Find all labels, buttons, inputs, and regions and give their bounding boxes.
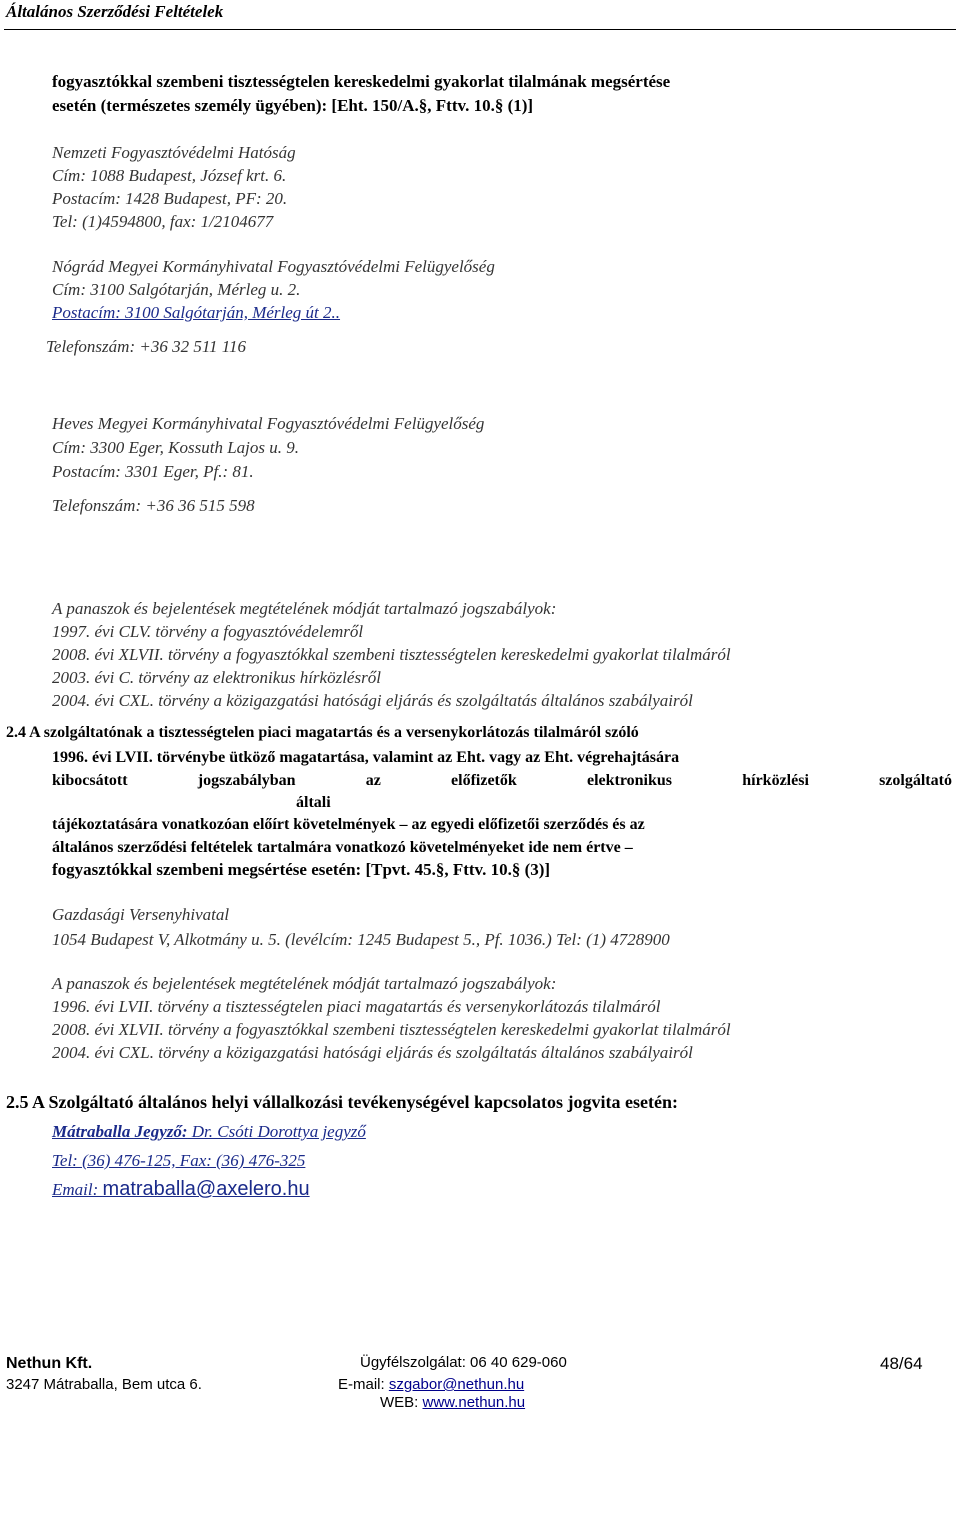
laws2-item: 2004. évi CXL. törvény a közigazgatási hatósági eljárás és szolgáltatás általános szabályairól — [52, 1043, 693, 1062]
nfh-phone: Tel: (1)4594800, fax: 1/2104677 — [52, 212, 274, 231]
section24-word: jogszabályban — [197, 772, 296, 789]
footer-web-link[interactable]: www.nethun.hu — [422, 1394, 526, 1411]
nfh-address: Cím: 1088 Budapest, József krt. 6. — [52, 166, 287, 185]
section24-line6: általános szerződési feltételek tartalmára vonatkozó követelményeket ide nem értve – — [52, 839, 633, 856]
section24-line5: tájékoztatására vonatkozóan előírt követelmények – az egyedi előfizetői szerződés és az — [52, 816, 645, 833]
office-link[interactable] — [52, 1122, 366, 1142]
nograd-address: Cím: 3100 Salgótarján, Mérleg u. 2. — [52, 280, 301, 299]
laws1-item: 2004. évi CXL. törvény a közigazgatási hatósági eljárás és szolgáltatás általános szabályairól — [52, 691, 693, 710]
header-divider — [4, 29, 956, 30]
nograd-postal-link[interactable]: Postacím: 3100 Salgótarján, Mérleg út 2.. — [52, 303, 341, 322]
nograd-name: Nógrád Megyei Kormányhivatal Fogyasztóvédelmi Felügyelőség — [52, 257, 495, 276]
section24-word: előfizetők — [451, 772, 517, 789]
section24-line4: általi — [296, 794, 331, 811]
laws1-item: 1997. évi CLV. törvény a fogyasztóvédelemről — [52, 622, 364, 641]
email-address: matraballa@axelero.hu — [102, 1178, 310, 1200]
nograd-phone: Telefonszám: +36 32 511 116 — [46, 337, 247, 356]
footer-address: 3247 Mátraballa, Bem utca 6. — [6, 1376, 202, 1393]
nfh-postal: Postacím: 1428 Budapest, PF: 20. — [52, 189, 288, 208]
section1-line1: fogyasztókkal szembeni tisztességtelen kereskedelmi gyakorlat tilalmának megsértése — [52, 72, 671, 91]
section24-word: szolgáltató — [879, 772, 952, 789]
gvh-address: 1054 Budapest V, Alkotmány u. 5. (levélcím: 1245 Budapest 5., Pf. 1036.) Tel: (1) 4728900 — [52, 930, 670, 949]
section25-heading: 2.5 A Szolgáltató általános helyi vállalkozási tevékenységével kapcsolatos jogvita esetén: — [6, 1092, 678, 1112]
gvh-name: Gazdasági Versenyhivatal — [52, 905, 230, 924]
section24-line2: 1996. évi LVII. törvénybe ütköző magatartása, valamint az Eht. vagy az Eht. végrehajtására — [52, 749, 680, 766]
laws1-heading: A panaszok és bejelentések megtételének módját tartalmazó jogszabályok: — [52, 599, 557, 618]
office-email-link[interactable] — [52, 1178, 310, 1201]
footer-web[interactable] — [380, 1394, 525, 1411]
heves-address: Cím: 3300 Eger, Kossuth Lajos u. 9. — [52, 438, 299, 457]
section24-line1: 2.4 A szolgáltatónak a tisztességtelen piaci magatartás és a versenykorlátozás tilalmáról szóló — [6, 724, 639, 741]
section24-line3 — [52, 772, 952, 790]
footer-email-link[interactable]: szgabor@nethun.hu — [388, 1376, 525, 1393]
office-person: Dr. Csóti Dorottya jegyző — [187, 1122, 366, 1141]
heves-phone: Telefonszám: +36 36 515 598 — [52, 496, 255, 515]
email-label: Email: — [52, 1180, 103, 1199]
heves-postal: Postacím: 3301 Eger, Pf.: 81. — [52, 462, 254, 481]
footer-service: Ügyfélszolgálat: 06 40 629-060 — [360, 1354, 567, 1371]
section24-line7: fogyasztókkal szembeni megsértése esetén: [Tpvt. 45.§, Fttv. 10.§ (3)] — [52, 860, 551, 879]
section24-word: az — [365, 772, 381, 789]
section24-word: kibocsátott — [52, 772, 128, 789]
section24-word: hírközlési — [742, 772, 809, 789]
page-header-title: Általános Szerződési Feltételek — [6, 2, 224, 21]
office-phone-link[interactable]: Tel: (36) 476-125, Fax: (36) 476-325 — [52, 1151, 306, 1170]
section24-word: elektronikus — [586, 772, 673, 789]
footer-email[interactable] — [338, 1376, 524, 1393]
section1-line2: esetén (természetes személy ügyében): [Eht. 150/A.§, Fttv. 10.§ (1)] — [52, 96, 534, 115]
footer-web-label: WEB: — [380, 1394, 423, 1411]
laws2-item: 2008. évi XLVII. törvény a fogyasztókkal szembeni tisztességtelen kereskedelmi gyakorlat tilalmáról — [52, 1020, 731, 1039]
footer-page-number: 48/64 — [880, 1354, 923, 1373]
laws2-item: 1996. évi LVII. törvény a tisztességtelen piaci magatartás és versenykorlátozás tilalmáról — [52, 997, 661, 1016]
footer-company: Nethun Kft. — [6, 1355, 93, 1372]
laws1-item: 2003. évi C. törvény az elektronikus hírközlésről — [52, 668, 381, 687]
office-title: Mátraballa Jegyző: — [52, 1122, 188, 1141]
footer-email-label: E-mail: — [338, 1376, 389, 1393]
laws2-heading: A panaszok és bejelentések megtételének módját tartalmazó jogszabályok: — [52, 974, 557, 993]
heves-name: Heves Megyei Kormányhivatal Fogyasztóvédelmi Felügyelőség — [52, 414, 485, 433]
nfh-name: Nemzeti Fogyasztóvédelmi Hatóság — [52, 143, 296, 162]
laws1-item: 2008. évi XLVII. törvény a fogyasztókkal szembeni tisztességtelen kereskedelmi gyakorlat tilalmáról — [52, 645, 731, 664]
